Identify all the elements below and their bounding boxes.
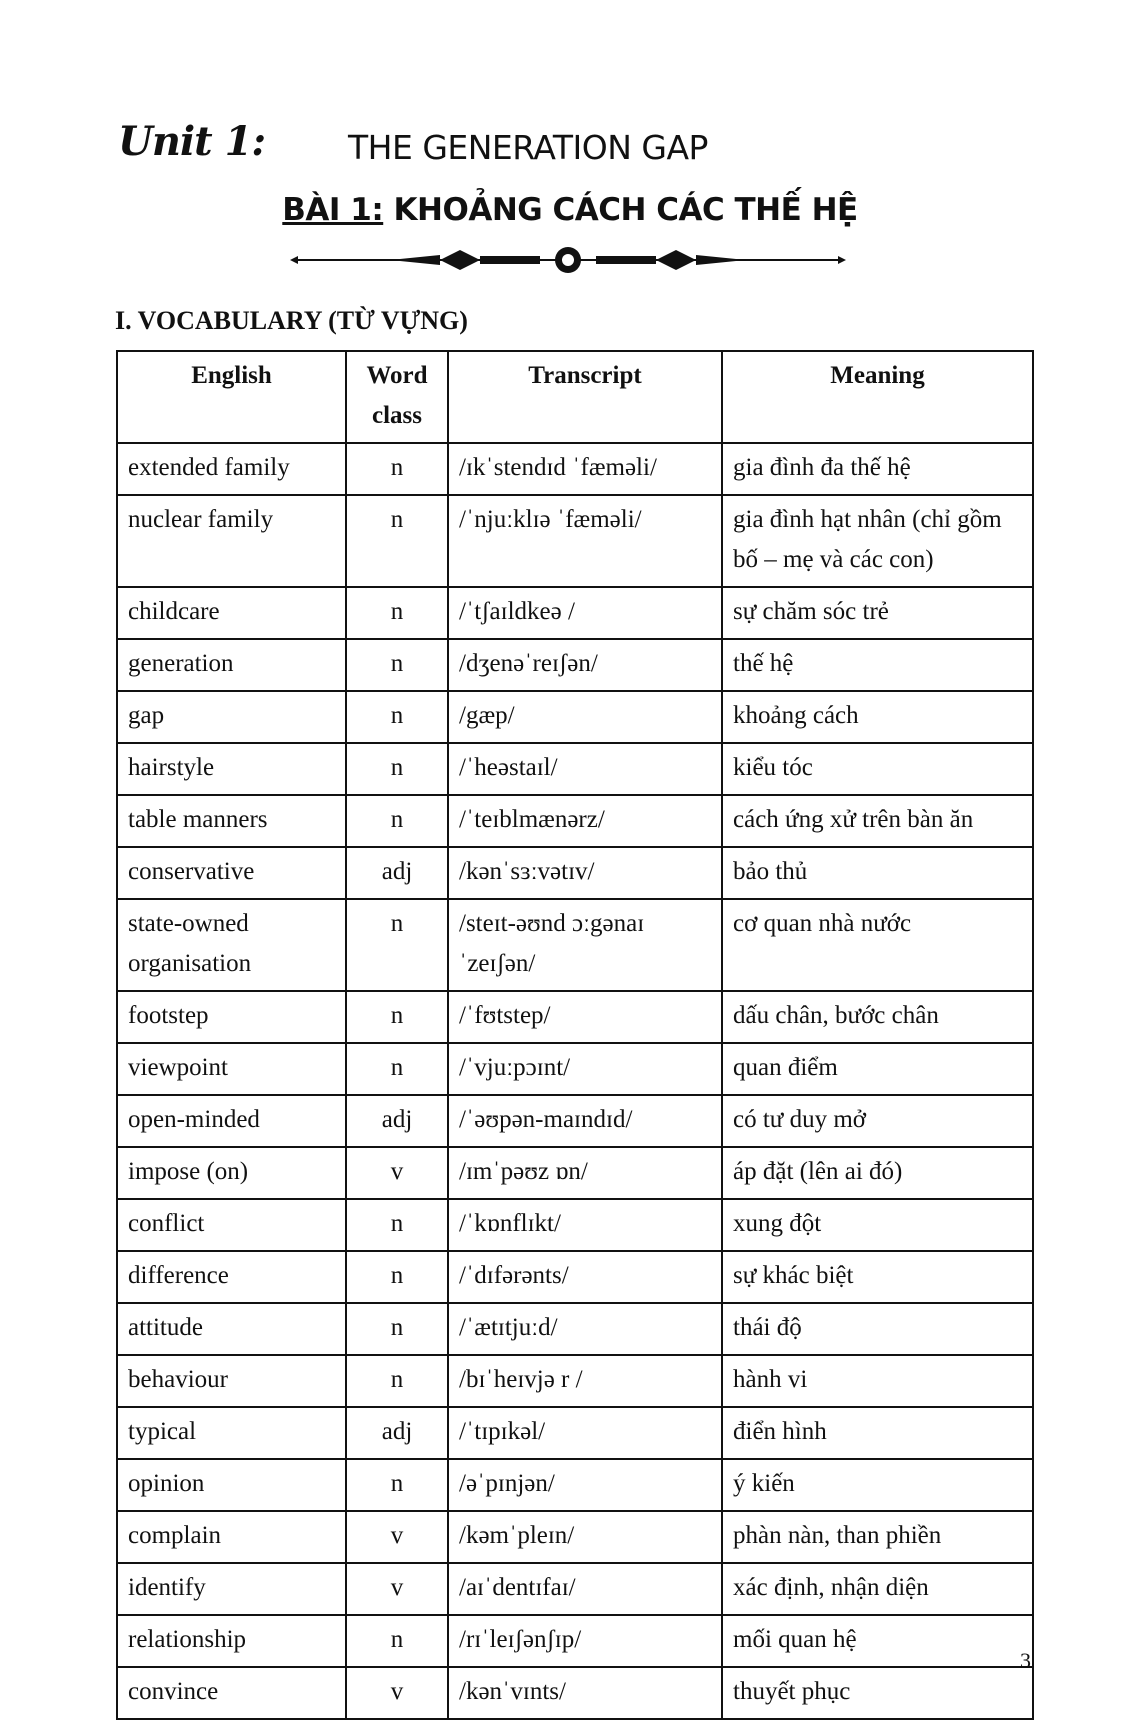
cell-meaning: thái độ <box>722 1303 1033 1355</box>
table-row <box>117 1667 1033 1719</box>
table-row <box>117 1511 1033 1563</box>
table-row <box>117 795 1033 847</box>
cell-english: hairstyle <box>117 743 346 795</box>
cell-word-class: n <box>346 1355 448 1407</box>
column-header-word-class: Word class <box>346 351 448 443</box>
cell-word-class: n <box>346 899 448 991</box>
cell-meaning: xung đột <box>722 1199 1033 1251</box>
cell-word-class: v <box>346 1667 448 1719</box>
cell-meaning: thuyết phục <box>722 1667 1033 1719</box>
cell-meaning: thế hệ <box>722 639 1033 691</box>
table-row <box>117 639 1033 691</box>
table-row <box>117 587 1033 639</box>
cell-english: state-owned organisation <box>117 899 346 991</box>
cell-word-class: n <box>346 795 448 847</box>
cell-word-class: n <box>346 1459 448 1511</box>
cell-meaning: điển hình <box>722 1407 1033 1459</box>
table-row <box>117 691 1033 743</box>
cell-meaning: xác định, nhận diện <box>722 1563 1033 1615</box>
table-row <box>117 847 1033 899</box>
cell-word-class: v <box>346 1563 448 1615</box>
cell-english: childcare <box>117 587 346 639</box>
cell-meaning: sự chăm sóc trẻ <box>722 587 1033 639</box>
cell-transcript: /ˈdɪfərənts/ <box>448 1251 722 1303</box>
cell-transcript: /əˈpɪnjən/ <box>448 1459 722 1511</box>
table-row <box>117 743 1033 795</box>
cell-transcript: /ˈəʊpən-maɪndɪd/ <box>448 1095 722 1147</box>
cell-transcript: /kəmˈpleɪn/ <box>448 1511 722 1563</box>
table-row <box>117 1043 1033 1095</box>
cell-transcript: /ˈtɪpɪkəl/ <box>448 1407 722 1459</box>
cell-english: convince <box>117 1667 346 1719</box>
column-header-english: English <box>117 351 346 443</box>
cell-transcript: /ˈtʃaɪldkeə / <box>448 587 722 639</box>
cell-word-class: n <box>346 495 448 587</box>
cell-meaning: sự khác biệt <box>722 1251 1033 1303</box>
cell-word-class: n <box>346 1251 448 1303</box>
cell-english: complain <box>117 1511 346 1563</box>
cell-meaning: gia đình đa thế hệ <box>722 443 1033 495</box>
lesson-title <box>0 192 1140 228</box>
cell-word-class: n <box>346 1199 448 1251</box>
cell-english: footstep <box>117 991 346 1043</box>
cell-english: typical <box>117 1407 346 1459</box>
cell-meaning: hành vi <box>722 1355 1033 1407</box>
cell-english: nuclear family <box>117 495 346 587</box>
table-row <box>117 991 1033 1043</box>
cell-word-class: adj <box>346 1407 448 1459</box>
cell-english: behaviour <box>117 1355 346 1407</box>
cell-meaning: quan điểm <box>722 1043 1033 1095</box>
cell-transcript: /ɪkˈstendɪd ˈfæməli/ <box>448 443 722 495</box>
cell-meaning: bảo thủ <box>722 847 1033 899</box>
table-row <box>117 1615 1033 1667</box>
cell-transcript: /aɪˈdentɪfaɪ/ <box>448 1563 722 1615</box>
unit-label: Unit 1: <box>118 118 266 165</box>
cell-word-class: adj <box>346 847 448 899</box>
table-row <box>117 1563 1033 1615</box>
cell-meaning: ý kiến <box>722 1459 1033 1511</box>
cell-english: attitude <box>117 1303 346 1355</box>
table-row <box>117 1355 1033 1407</box>
cell-transcript: /ˈkɒnflɪkt/ <box>448 1199 722 1251</box>
cell-transcript: /ɪmˈpəʊz ɒn/ <box>448 1147 722 1199</box>
cell-english: opinion <box>117 1459 346 1511</box>
lesson-number: BÀI 1: <box>282 192 384 228</box>
section-heading: I. VOCABULARY (TỪ VỰNG) <box>115 306 468 335</box>
cell-meaning: khoảng cách <box>722 691 1033 743</box>
cell-english: table manners <box>117 795 346 847</box>
table-row <box>117 443 1033 495</box>
table-row <box>117 1459 1033 1511</box>
column-header-transcript: Transcript <box>448 351 722 443</box>
cell-word-class: n <box>346 1303 448 1355</box>
cell-transcript: /ˈfʊtstep/ <box>448 991 722 1043</box>
cell-transcript: /steɪt-əʊnd ɔːgənaɪˈzeɪʃən/ <box>448 899 722 991</box>
cell-english: conflict <box>117 1199 346 1251</box>
table-header-row <box>117 351 1033 443</box>
table-row <box>117 1095 1033 1147</box>
cell-meaning: mối quan hệ <box>722 1615 1033 1667</box>
page-number: 3 <box>1020 1648 1031 1673</box>
cell-meaning: kiểu tóc <box>722 743 1033 795</box>
cell-word-class: n <box>346 691 448 743</box>
cell-english: viewpoint <box>117 1043 346 1095</box>
cell-meaning: cách ứng xử trên bàn ăn <box>722 795 1033 847</box>
table-row <box>117 1303 1033 1355</box>
cell-english: conservative <box>117 847 346 899</box>
cell-meaning: áp đặt (lên ai đó) <box>722 1147 1033 1199</box>
cell-english: difference <box>117 1251 346 1303</box>
cell-meaning: gia đình hạt nhân (chỉ gồm bố – mẹ và các con) <box>722 495 1033 587</box>
table-row <box>117 1199 1033 1251</box>
lesson-title-text: KHOẢNG CÁCH CÁC THẾ HỆ <box>393 192 858 228</box>
cell-english: generation <box>117 639 346 691</box>
cell-english: open-minded <box>117 1095 346 1147</box>
decorative-divider-ornament <box>290 244 846 276</box>
table-row <box>117 1251 1033 1303</box>
cell-word-class: n <box>346 991 448 1043</box>
cell-english: relationship <box>117 1615 346 1667</box>
cell-meaning: có tư duy mở <box>722 1095 1033 1147</box>
column-header-meaning: Meaning <box>722 351 1033 443</box>
cell-word-class: v <box>346 1511 448 1563</box>
unit-title: THE GENERATION GAP <box>348 128 708 167</box>
cell-transcript: /kənˈvɪnts/ <box>448 1667 722 1719</box>
cell-word-class: n <box>346 1043 448 1095</box>
cell-word-class: n <box>346 639 448 691</box>
cell-transcript: /rɪˈleɪʃənʃɪp/ <box>448 1615 722 1667</box>
table-row <box>117 495 1033 587</box>
cell-english: gap <box>117 691 346 743</box>
cell-transcript: /bɪˈheɪvjə r / <box>448 1355 722 1407</box>
cell-transcript: /ˈheəstaɪl/ <box>448 743 722 795</box>
cell-transcript: /ˈteɪblmænərz/ <box>448 795 722 847</box>
cell-meaning: phàn nàn, than phiền <box>722 1511 1033 1563</box>
cell-transcript: /ˈnjuːklɪə ˈfæməli/ <box>448 495 722 587</box>
cell-meaning: cơ quan nhà nước <box>722 899 1033 991</box>
cell-transcript: /kənˈsɜːvətɪv/ <box>448 847 722 899</box>
table-row <box>117 1147 1033 1199</box>
cell-transcript: /ˈætɪtjuːd/ <box>448 1303 722 1355</box>
cell-word-class: v <box>346 1147 448 1199</box>
table-body <box>117 443 1033 1719</box>
cell-transcript: /gæp/ <box>448 691 722 743</box>
cell-word-class: n <box>346 443 448 495</box>
cell-transcript: /ˈvjuːpɔɪnt/ <box>448 1043 722 1095</box>
cell-word-class: adj <box>346 1095 448 1147</box>
cell-english: impose (on) <box>117 1147 346 1199</box>
table-row <box>117 1407 1033 1459</box>
table-row <box>117 899 1033 991</box>
cell-word-class: n <box>346 587 448 639</box>
cell-meaning: dấu chân, bước chân <box>722 991 1033 1043</box>
cell-word-class: n <box>346 1615 448 1667</box>
cell-transcript: /dʒenəˈreɪʃən/ <box>448 639 722 691</box>
cell-word-class: n <box>346 743 448 795</box>
cell-english: identify <box>117 1563 346 1615</box>
vocabulary-table <box>116 350 1034 1720</box>
cell-english: extended family <box>117 443 346 495</box>
